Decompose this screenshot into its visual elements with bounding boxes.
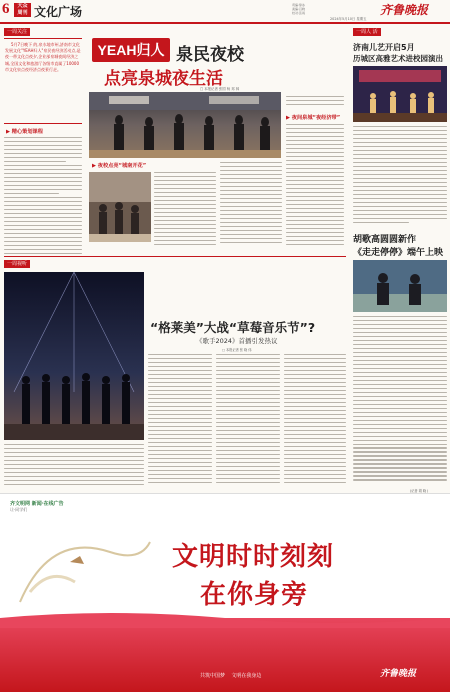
section-badge [14, 3, 31, 17]
ad-slogan-2: 在你身旁 [200, 580, 309, 610]
ad-brand: 齐鲁晚报 [380, 669, 417, 679]
right-top-title-1: 济南儿艺开启5月 [353, 43, 415, 52]
concert-stage-image [4, 272, 144, 440]
masthead [0, 0, 450, 23]
lead-headline-line2: 点亮泉城夜生活 [104, 69, 223, 89]
lead-photo-class [89, 172, 151, 242]
mid-body-col0 [4, 444, 144, 488]
mid-subhead: 《歌手2024》首播引发热议 [196, 337, 278, 345]
section-title: 文化广场 [34, 5, 83, 19]
right-bottom-poster [353, 260, 447, 312]
section-badge-bottom: 周刊 [17, 10, 28, 16]
right-bottom-title-1: 胡歌高圆圆新作 [353, 235, 417, 245]
right-top-title-2: 历城区高雅艺术进校园演出 [353, 54, 443, 63]
ad-wave [0, 618, 450, 692]
lead-photo-dance [89, 92, 281, 158]
lead-banner-text: YEAH归人 [97, 42, 165, 58]
intro-box [4, 38, 82, 124]
ad-logo-line-1: 齐文明网 新闻·在线广告 [10, 501, 64, 507]
page-number: 6 [2, 1, 10, 17]
right-top-photo-stage [353, 66, 447, 122]
lead-subhead-1: ▶ 精心策划课程 [6, 129, 43, 135]
lead-body-col3 [220, 162, 282, 248]
lead-subhead-3: ▶ 夜间泉城“夜经济带” [286, 115, 341, 121]
mid-body-col1 [148, 354, 212, 488]
editor-lines [292, 3, 305, 16]
mid-headline: “格莱美”大战“草莓音乐节”? [150, 320, 316, 335]
right-bottom-body [353, 316, 447, 488]
right-top-body [353, 126, 447, 228]
date-line: 2024年5月10日 星期五 [330, 17, 367, 21]
lead-subhead-2: ▶ 夜校点亮“城南开花” [92, 163, 147, 169]
ad-bird-illustration [10, 522, 160, 617]
lead-byline: □ 本报记者 张国 杨 邦 林 [200, 87, 240, 91]
ad-slogan-1: 文明时时刻刻 [172, 542, 335, 572]
editor-line: 美编:吕晓 [292, 7, 306, 12]
mid-tag: 一周视听 [4, 260, 30, 268]
lead-headline-right: 泉民夜校 [176, 45, 244, 65]
intro-tag: 一周关注 [4, 28, 30, 36]
section-badge-top: 大众 [17, 3, 28, 9]
dancers-image [89, 92, 281, 158]
ad-footer: 共筑中国梦 文明在我身边 [200, 673, 262, 679]
masthead-rule [0, 22, 450, 24]
mid-body-col2 [216, 354, 280, 488]
right-bottom-byline: (记者 胡 晓 ) [410, 489, 429, 493]
ad-logo-line-2: 让·同学们 [10, 507, 28, 512]
lead-body-col1 [4, 137, 82, 257]
movie-poster-image [353, 260, 447, 312]
lead-headline-banner [92, 38, 170, 62]
editor-line: 责编:徐冰 [292, 3, 306, 7]
editor-line: 校对:张雨 [292, 11, 306, 16]
stage-performance-image [353, 66, 447, 122]
lead-body-col2 [154, 172, 216, 248]
right-bottom-title-2: 《走走停停》端午上映 [353, 248, 444, 258]
lead-body-col4 [286, 96, 344, 110]
mid-photo-concert [4, 272, 144, 440]
class-image [89, 172, 151, 242]
mid-rule [4, 256, 346, 257]
ad-wave-shape [0, 608, 450, 628]
intro-text: 5月7日晚下 的,泉水地市州,济南市文化发展文化"YEAH归人"泉民夜经济活动点,是夜一带文化点夜夕,企业部泉城夜间经济之城,全国文化和旅游厅各级市直属了10000市文化泉点夜经济点夜景行走。 [5, 42, 81, 72]
bottom-ad [0, 493, 450, 692]
paper-name-logo: 齐鲁晚报 [380, 3, 429, 17]
lead-body-col5 [286, 124, 344, 248]
mid-body-col3 [284, 354, 346, 488]
right-top-tag: 一周人 活 [353, 28, 381, 36]
mid-byline: □ 本报记者 张 晓 伟 [222, 348, 252, 352]
ad-logo [10, 500, 64, 513]
